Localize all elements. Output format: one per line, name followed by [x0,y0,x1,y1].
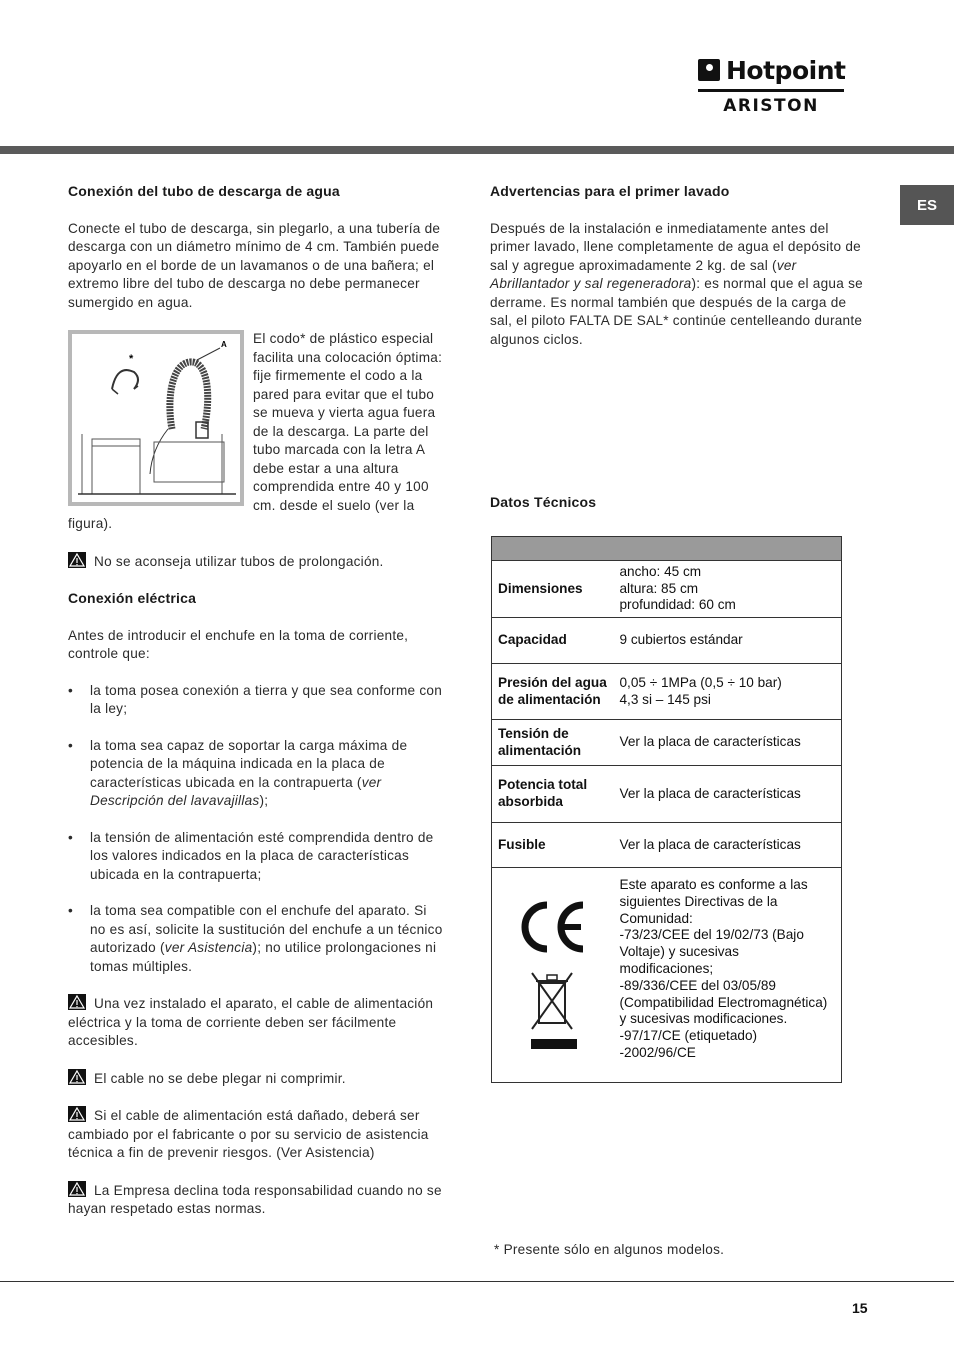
warning-text: Una vez instalado el aparato, el cable de alimentación eléctrica y la toma de corriente deben ser fácilmente accesibles. [68,996,434,1048]
value-line: 9 cubiertos estándar [619,632,743,648]
bullet-icon: • [68,829,74,845]
tech-data-table [491,536,842,1083]
figure-label-a: A [221,340,228,349]
warning-extension-text: No se aconseja utilizar tubos de prolongación. [94,553,384,569]
table-row [492,823,842,868]
logo-divider [698,89,844,92]
drain-section-title: Conexión del tubo de descarga de agua [68,183,340,199]
table-key: Presión del agua de alimentación [492,664,614,720]
warning-triangle-icon [68,1069,86,1085]
table-row [492,766,842,823]
list-item-text: ); no utilice prolongaciones ni tomas múltiples. [90,940,437,974]
list-item [68,829,446,885]
table-value [614,720,842,766]
list-item-text: la tensión de alimentación esté comprendida dentro de los valores indicados en la placa de características ubicada en la contrapuerta; [90,829,434,882]
bullet-icon: • [68,682,74,698]
page-number: 15 [852,1300,868,1316]
table-value [614,766,842,823]
warning-triangle-icon [68,1181,86,1197]
warning-text: El cable no se debe plegar ni comprimir. [94,1070,346,1086]
list-item-text: la toma sea compatible con el enchufe del aparato. Si no es así, solicite la sustitución del enchufe a un técnico autorizado ( [90,903,443,955]
table-row [492,561,842,618]
table-header-cell [492,537,842,561]
list-item [68,902,446,976]
list-item-text: la toma sea capaz de soportar la carga máxima de potencia de la máquina indicada en la placa de características ubicada en la contrapuerta ( [90,737,408,790]
value-line: Ver la placa de características [619,785,801,801]
cross-reference: ver Descripción del lavavajillas [90,774,382,808]
drain-hose-figure [68,330,244,506]
warning-triangle-icon [68,994,86,1010]
tech-data-title: Datos Técnicos [490,494,597,510]
first-wash-text: ): es normal que el agua se derrame. Es normal también que después de la carga de sal, el piloto FALTA DE SAL* continúe centelleando durante algunos ciclos. [490,276,863,347]
language-tab: ES [900,185,954,225]
value-line: altura: 85 cm [619,580,699,596]
figure-label-star: * [129,353,134,365]
table-value [614,618,842,664]
table-key: Fusible [492,823,614,868]
list-item-text: ); [259,793,269,808]
warning-damaged-cable [68,1106,446,1163]
value-line: 4,3 si – 145 psi [619,691,711,707]
bullet-icon: • [68,903,74,918]
brand-logo [698,54,846,116]
warning-accessible [68,994,446,1051]
table-row-compliance [492,868,842,1083]
drain-paragraph-1: Conecte el tubo de descarga, sin plegarlo, a una tubería de descarga con un diámetro mínimo de 4 cm. También puede apoyarlo en el borde de un lavamanos o de una bañera; el extremo libre del tubo de descarga no debe permanecer sumergido en agua. [68,220,441,310]
crossed-bin-icon [528,969,578,1051]
first-wash-paragraph [490,220,870,350]
electrical-intro: Antes de introducir el enchufe en la toma de corriente, controle que: [68,627,409,661]
bullet-icon: • [68,737,74,753]
table-key: Tensión de alimentación [492,720,614,766]
value-line: Ver la placa de características [619,734,801,750]
left-column [68,182,446,1237]
cross-reference: ver Asistencia [164,940,253,955]
brand-subname: ARISTON [723,96,819,116]
brand-name: Hotpoint [726,55,846,85]
value-line: profundidad: 60 cm [619,597,736,613]
warning-text: La Empresa declina toda responsabilidad cuando no se hayan respetado estas normas. [68,1182,442,1216]
warning-extension [68,552,446,572]
right-column [490,182,870,510]
table-row [492,664,842,720]
table-header-row [492,537,842,561]
table-key: Dimensiones [492,561,614,618]
list-item [68,682,446,719]
table-row [492,720,842,766]
list-item [68,737,446,811]
compliance-text: Este aparato es conforme a las siguientes Directivas de la Comunidad: -73/23/CEE del 19/02/73 (Bajo Voltaje) y sucesivas modificaciones; -89/336/CEE del 03/05/89 (Compatibilidad Electromagnética) y sucesivas modificaciones. -97/17/CE (etiquetado) -2002/96/CE [614,868,842,1083]
table-key: Capacidad [492,618,614,664]
value-line: 0,05 ÷ 1MPa (0,5 ÷ 10 bar) [619,674,782,690]
electrical-section-title: Conexión eléctrica [68,590,197,606]
header-divider-bar [0,146,954,154]
table-value [614,561,842,618]
footnote: * Presente sólo en algunos modelos. [494,1242,725,1257]
first-wash-text: Después de la instalación e inmediatamente antes del primer lavado, llene completamente de agua el depósito de sal y agregue aproximadamente 2 kg. de sal ( [490,220,861,273]
warning-text: Si el cable de alimentación está dañado, deberá ser cambiado por el fabricante o por su servicio de asistencia técnica a fin de prevenir riesgos. (Ver Asistencia) [68,1108,429,1160]
table-key: Potencia total absorbida [492,766,614,823]
cross-reference: ver Abrillantador y sal regeneradora [490,257,797,291]
electrical-checklist [68,682,446,977]
warning-bend [68,1069,446,1089]
warning-triangle-icon [68,1106,86,1122]
hotpoint-logo-icon [698,59,720,81]
table-row [492,618,842,664]
warning-triangle-icon [68,552,86,568]
compliance-icons [492,868,614,1083]
footer-divider [0,1281,954,1282]
warning-liability [68,1181,446,1219]
first-wash-title: Advertencias para el primer lavado [490,183,730,199]
drain-paragraph-2: El codo* de plástico especial facilita una colocación óptima: fije firmemente el codo a la pared para evitar que el tubo se mueva y vierta agua fuera de la descarga. La parte del tubo marcada con la letra A debe estar a una altura comprendida entre 40 y 100 cm. desde el suelo (ver la figura). [68,331,443,531]
list-item-text: la toma posea conexión a tierra y que sea conforme con la ley; [90,682,443,716]
table-value [614,823,842,868]
value-line: ancho: 45 cm [619,563,702,579]
value-line: Ver la placa de características [619,836,801,852]
ce-mark-icon [517,899,589,955]
table-value [614,664,842,720]
